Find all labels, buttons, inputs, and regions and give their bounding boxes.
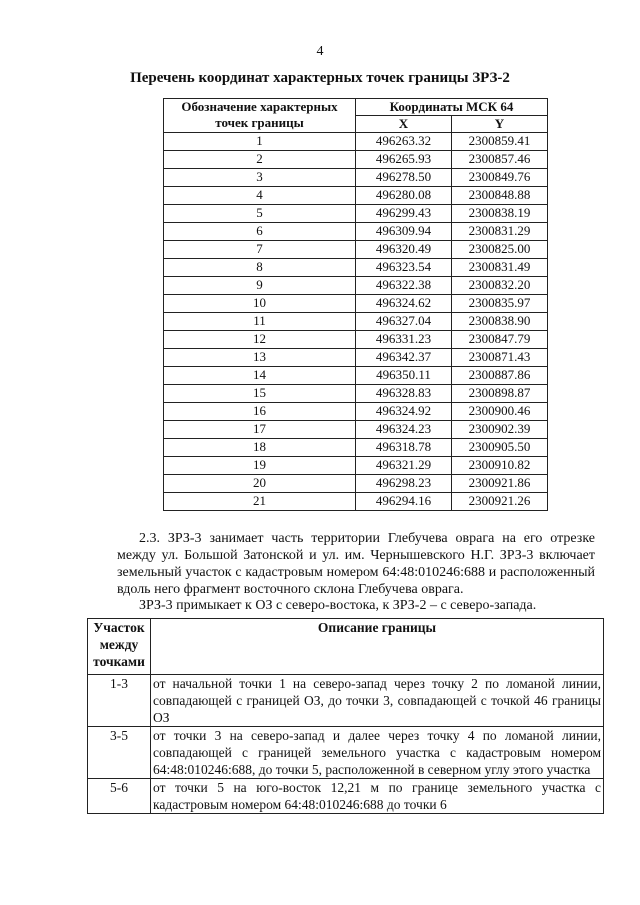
table-row	[164, 222, 548, 240]
x-cell: 496350.11	[356, 366, 452, 384]
y-cell: 2300831.49	[452, 258, 548, 276]
point-cell: 17	[164, 420, 356, 438]
header-coords: Координаты МСК 64	[356, 99, 548, 116]
point-cell: 1	[164, 132, 356, 150]
boundary-description-table	[87, 618, 604, 814]
header-point: Обозначение характерных точек границы	[164, 99, 356, 133]
x-cell: 496331.23	[356, 330, 452, 348]
x-cell: 496263.32	[356, 132, 452, 150]
y-cell: 2300887.86	[452, 366, 548, 384]
table-row	[164, 276, 548, 294]
table-row	[164, 240, 548, 258]
y-cell: 2300838.90	[452, 312, 548, 330]
table-row	[164, 366, 548, 384]
y-cell: 2300848.88	[452, 186, 548, 204]
table-row	[164, 438, 548, 456]
point-cell: 2	[164, 150, 356, 168]
section-cell: 3-5	[88, 727, 151, 779]
header-section: Участок между точками	[88, 619, 151, 675]
y-cell: 2300905.50	[452, 438, 548, 456]
y-cell: 2300849.76	[452, 168, 548, 186]
y-cell: 2300825.00	[452, 240, 548, 258]
table-row	[164, 402, 548, 420]
y-cell: 2300871.43	[452, 348, 548, 366]
x-cell: 496328.83	[356, 384, 452, 402]
description-cell: от точки 3 на северо-запад и далее через точку 4 по ломаной линии, совпадающей с границей земельного участка с кадастровым номером 64:48:010246:688, до точки 5, расположенной в северном углу этого участка	[151, 727, 604, 779]
y-cell: 2300838.19	[452, 204, 548, 222]
point-cell: 6	[164, 222, 356, 240]
point-cell: 3	[164, 168, 356, 186]
x-cell: 496294.16	[356, 492, 452, 510]
table-row	[164, 258, 548, 276]
table-row	[164, 186, 548, 204]
point-cell: 18	[164, 438, 356, 456]
x-cell: 496324.62	[356, 294, 452, 312]
point-cell: 8	[164, 258, 356, 276]
point-cell: 19	[164, 456, 356, 474]
paragraph-zrz3	[117, 530, 595, 598]
description-cell: от начальной точки 1 на северо-запад через точку 2 по ломаной линии, совпадающей с границей ОЗ, до точки 3, совпадающей с точкой 46 границы ОЗ	[151, 675, 604, 727]
table-row	[164, 132, 548, 150]
x-cell: 496318.78	[356, 438, 452, 456]
table-row	[88, 727, 604, 779]
table-row	[88, 779, 604, 814]
point-cell: 10	[164, 294, 356, 312]
header-description: Описание границы	[151, 619, 604, 675]
table-row	[164, 330, 548, 348]
section-cell: 1-3	[88, 675, 151, 727]
point-cell: 11	[164, 312, 356, 330]
table-row	[164, 294, 548, 312]
table-row	[164, 456, 548, 474]
paragraph-2-text: ЗРЗ-3 примыкает к ОЗ с северо-востока, к ЗРЗ-2 – с северо-запада.	[139, 598, 537, 613]
page-number: 4	[316, 44, 324, 59]
point-cell: 20	[164, 474, 356, 492]
table-row	[164, 348, 548, 366]
coordinates-table	[163, 98, 548, 511]
header-y: Y	[452, 115, 548, 132]
y-cell: 2300902.39	[452, 420, 548, 438]
table-row	[164, 204, 548, 222]
point-cell: 4	[164, 186, 356, 204]
x-cell: 496324.23	[356, 420, 452, 438]
x-cell: 496342.37	[356, 348, 452, 366]
point-cell: 13	[164, 348, 356, 366]
paragraph-1-text: 2.3. ЗРЗ-3 занимает часть территории Глебучева оврага на его отрезке между ул. Большой Затонской и ул. им. Чернышевского Н.Г. ЗРЗ-3 включает земельный участок с кадастровым номером 64:48:010246:688 и расположенный вдоль него фрагмент восточного склона Глебучева оврага.	[117, 531, 595, 597]
x-cell: 496321.29	[356, 456, 452, 474]
x-cell: 496278.50	[356, 168, 452, 186]
y-cell: 2300847.79	[452, 330, 548, 348]
table-row	[164, 384, 548, 402]
x-cell: 496309.94	[356, 222, 452, 240]
y-cell: 2300835.97	[452, 294, 548, 312]
description-cell: от точки 5 на юго-восток 12,21 м по границе земельного участка с кадастровым номером 64:48:010246:688 до точки 6	[151, 779, 604, 814]
table-row	[164, 150, 548, 168]
point-cell: 21	[164, 492, 356, 510]
table-row	[164, 420, 548, 438]
table-row	[164, 474, 548, 492]
x-cell: 496320.49	[356, 240, 452, 258]
table-row	[164, 492, 548, 510]
x-cell: 496327.04	[356, 312, 452, 330]
y-cell: 2300898.87	[452, 384, 548, 402]
table-row	[88, 675, 604, 727]
x-cell: 496299.43	[356, 204, 452, 222]
y-cell: 2300857.46	[452, 150, 548, 168]
y-cell: 2300910.82	[452, 456, 548, 474]
y-cell: 2300921.86	[452, 474, 548, 492]
header-x: X	[356, 115, 452, 132]
y-cell: 2300900.46	[452, 402, 548, 420]
point-cell: 7	[164, 240, 356, 258]
point-cell: 12	[164, 330, 356, 348]
point-cell: 16	[164, 402, 356, 420]
point-cell: 15	[164, 384, 356, 402]
x-cell: 496280.08	[356, 186, 452, 204]
table-row	[164, 168, 548, 186]
section-cell: 5-6	[88, 779, 151, 814]
coords-table-title: Перечень координат характерных точек границы ЗРЗ-2	[130, 70, 510, 86]
y-cell: 2300921.26	[452, 492, 548, 510]
x-cell: 496265.93	[356, 150, 452, 168]
y-cell: 2300831.29	[452, 222, 548, 240]
x-cell: 496323.54	[356, 258, 452, 276]
point-cell: 14	[164, 366, 356, 384]
point-cell: 9	[164, 276, 356, 294]
table-row	[164, 312, 548, 330]
y-cell: 2300859.41	[452, 132, 548, 150]
x-cell: 496322.38	[356, 276, 452, 294]
x-cell: 496298.23	[356, 474, 452, 492]
y-cell: 2300832.20	[452, 276, 548, 294]
x-cell: 496324.92	[356, 402, 452, 420]
point-cell: 5	[164, 204, 356, 222]
